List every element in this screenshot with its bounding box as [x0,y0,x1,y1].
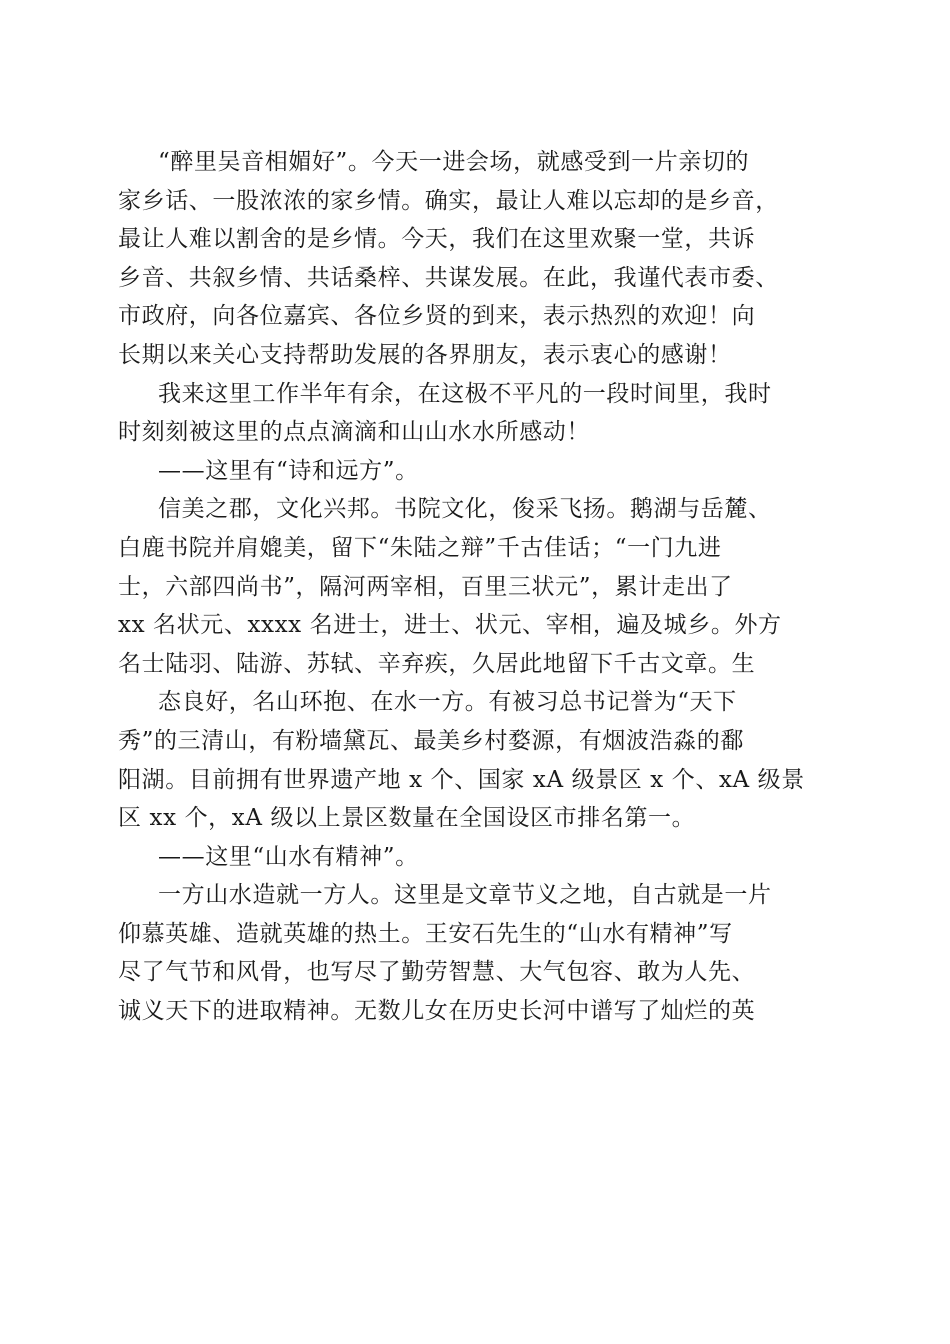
text-line: 长期以来关心支持帮助发展的各界朋友，表示衷心的感谢！ [118,341,732,368]
body-text [118,143,838,1031]
section-heading: ——这里有“诗和远方”。 [158,457,419,484]
text-line: 白鹿书院并肩媲美，留下“朱陆之辩”千古佳话；“一门九进 [118,534,722,561]
text-line: 仰慕英雄、造就英雄的热土。王安石先生的“山水有精神”写 [118,920,733,947]
text-line: 区 xx 个，xA 级以上景区数量在全国设区市排名第一。 [118,805,696,832]
text-line: 名士陆羽、陆游、苏轼、辛弃疾，久居此地留下千古文章。生 [118,650,756,677]
section-heading: ——这里“山水有精神”。 [158,843,419,870]
text-line: 信美之郡，文化兴邦。书院文化，俊采飞扬。鹅湖与岳麓、 [158,496,772,523]
text-line: “醉里吴音相媚好”。今天一进会场，就感受到一片亲切的 [158,149,750,175]
text-line: 家乡话、一股浓浓的家乡情。确实，最让人难以忘却的是乡音， [118,187,779,214]
text-line: xx 名状元、xxxx 名进士，进士、状元、宰相，遍及城乡。外方 [118,612,782,639]
text-line: 士，六部四尚书”，隔河两宰相，百里三状元”，累计走出了 [118,573,733,600]
text-line: 时刻刻被这里的点点滴滴和山山水水所感动！ [118,419,590,446]
text-line: 态良好，名山环抱、在水一方。有被习总书记誉为“天下 [158,689,737,716]
text-line: 最让人难以割舍的是乡情。今天，我们在这里欢聚一堂，共诉 [118,226,756,253]
text-line: 阳湖。目前拥有世界遗产地 x 个、国家 xA 级景区 x 个、xA 级景 [118,766,805,793]
text-line: 我来这里工作半年有余，在这极不平凡的一段时间里，我时 [158,380,772,407]
text-line: 一方山水造就一方人。这里是文章节义之地，自古就是一片 [158,882,772,909]
text-line: 秀”的三清山，有粉墙黛瓦、最美乡村婺源，有烟波浩淼的鄱 [118,727,744,754]
text-line: 市政府，向各位嘉宾、各位乡贤的到来，表示热烈的欢迎！向 [118,303,756,330]
text-line: 乡音、共叙乡情、共话桑梓、共谋发展。在此，我谨代表市委、 [118,264,779,291]
text-line: 尽了气节和风骨，也写尽了勤劳智慧、大气包容、敢为人先、 [118,959,756,986]
text-line: 诚义天下的进取精神。无数儿女在历史长河中谱写了灿烂的英 [118,998,756,1025]
